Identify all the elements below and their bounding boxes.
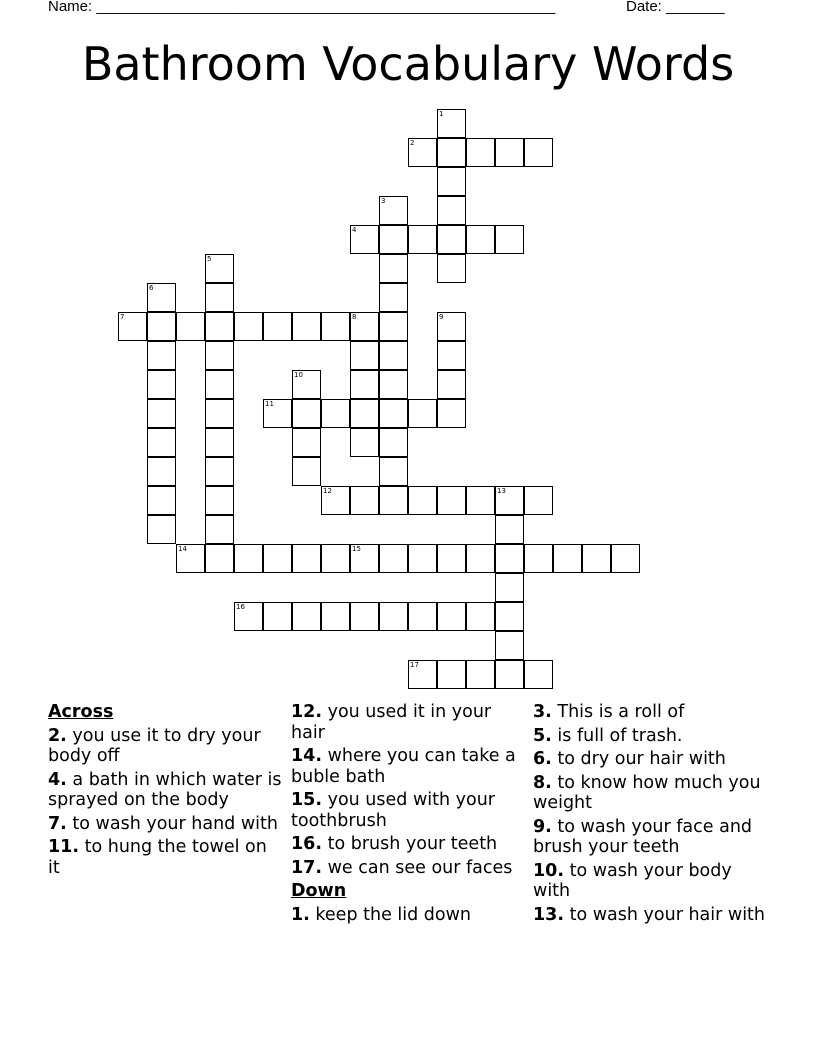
grid-cell[interactable]: [321, 399, 350, 428]
grid-cell[interactable]: [379, 312, 408, 341]
grid-cell[interactable]: [205, 254, 234, 283]
clue-item: [533, 726, 769, 747]
clue-number-label: 15.: [291, 790, 323, 810]
grid-cell[interactable]: [379, 602, 408, 631]
grid-cell[interactable]: [118, 312, 147, 341]
clue-number: 2: [410, 139, 415, 147]
grid-cell[interactable]: [466, 602, 495, 631]
down-clue-list-continued: [533, 702, 769, 925]
grid-cell[interactable]: [263, 312, 292, 341]
clue-text: we can see our faces: [327, 857, 513, 878]
grid-cell[interactable]: [234, 544, 263, 573]
clues-column-1: [48, 702, 284, 881]
grid-cell[interactable]: [379, 486, 408, 515]
clues-column-2: [291, 702, 527, 928]
clue-number: 14: [178, 545, 187, 553]
grid-cell[interactable]: [379, 225, 408, 254]
grid-cell[interactable]: [147, 370, 176, 399]
clue-text: where you can take a buble bath: [291, 746, 516, 787]
across-clue-list: [48, 726, 284, 879]
date-field-label[interactable]: Date: _______: [626, 0, 725, 15]
grid-cell[interactable]: [495, 602, 524, 631]
grid-cell[interactable]: [205, 486, 234, 515]
grid-cell[interactable]: [524, 486, 553, 515]
grid-cell[interactable]: [582, 544, 611, 573]
grid-cell[interactable]: [292, 399, 321, 428]
clue-number-label: 6.: [533, 749, 552, 769]
grid-cell[interactable]: [437, 486, 466, 515]
clue-item: [533, 817, 769, 858]
clue-text: a bath in which water is sprayed on the body: [48, 769, 282, 810]
grid-cell[interactable]: [466, 486, 495, 515]
clue-number-label: 7.: [48, 813, 67, 834]
clue-number: 6: [149, 284, 154, 292]
grid-cell[interactable]: [437, 109, 466, 138]
grid-cell[interactable]: [205, 399, 234, 428]
grid-cell[interactable]: [611, 544, 640, 573]
clue-item: [48, 814, 284, 835]
grid-cell[interactable]: [292, 428, 321, 457]
grid-cell[interactable]: [350, 428, 379, 457]
clue-number: 4: [352, 226, 357, 234]
grid-cell[interactable]: [495, 486, 524, 515]
grid-cell[interactable]: [292, 544, 321, 573]
grid-cell[interactable]: [263, 399, 292, 428]
clue-item: [533, 905, 769, 926]
grid-cell[interactable]: [292, 602, 321, 631]
clue-number-label: 14.: [291, 746, 323, 766]
clue-number: 3: [381, 197, 386, 205]
grid-cell[interactable]: [437, 399, 466, 428]
grid-cell[interactable]: [176, 312, 205, 341]
grid-cell[interactable]: [350, 602, 379, 631]
clue-number: 11: [265, 400, 274, 408]
clue-text: This is a roll of: [557, 702, 685, 722]
clue-number: 7: [120, 313, 125, 321]
grid-cell[interactable]: [234, 602, 263, 631]
grid-cell[interactable]: [350, 544, 379, 573]
clue-text: keep the lid down: [315, 904, 472, 925]
grid-cell[interactable]: [437, 167, 466, 196]
grid-cell[interactable]: [524, 544, 553, 573]
grid-cell[interactable]: [205, 283, 234, 312]
grid-cell[interactable]: [321, 602, 350, 631]
across-heading: Across: [48, 702, 114, 722]
grid-cell[interactable]: [147, 428, 176, 457]
clue-item: [291, 790, 527, 831]
clue-text: to brush your teeth: [327, 834, 498, 854]
grid-cell[interactable]: [437, 196, 466, 225]
grid-cell[interactable]: [147, 486, 176, 515]
grid-cell[interactable]: [205, 428, 234, 457]
clue-item: [291, 746, 527, 787]
grid-cell[interactable]: [205, 544, 234, 573]
grid-cell[interactable]: [408, 225, 437, 254]
grid-cell[interactable]: [350, 341, 379, 370]
grid-cell[interactable]: [234, 312, 263, 341]
grid-cell[interactable]: [292, 370, 321, 399]
grid-cell[interactable]: [495, 660, 524, 689]
clues-column-3: [533, 702, 769, 928]
grid-cell[interactable]: [379, 254, 408, 283]
clue-number-label: 13.: [533, 904, 565, 925]
clue-number-label: 16.: [291, 834, 323, 854]
clue-number-label: 11.: [48, 837, 80, 857]
grid-cell[interactable]: [495, 225, 524, 254]
grid-cell[interactable]: [379, 370, 408, 399]
clue-number: 17: [410, 661, 419, 669]
grid-cell[interactable]: [437, 341, 466, 370]
grid-cell[interactable]: [437, 225, 466, 254]
grid-cell[interactable]: [495, 631, 524, 660]
grid-cell[interactable]: [321, 486, 350, 515]
clue-item: [48, 837, 284, 878]
clue-text: to wash your face and brush your teeth: [533, 816, 753, 857]
grid-cell[interactable]: [292, 457, 321, 486]
grid-cell[interactable]: [379, 283, 408, 312]
grid-cell[interactable]: [437, 312, 466, 341]
grid-cell[interactable]: [553, 544, 582, 573]
grid-cell[interactable]: [147, 399, 176, 428]
grid-cell[interactable]: [466, 138, 495, 167]
across-clue-list-continued: [291, 702, 527, 878]
clue-number-label: 4.: [48, 769, 67, 790]
grid-cell[interactable]: [408, 138, 437, 167]
clue-item: [291, 702, 527, 743]
down-heading: Down: [291, 881, 347, 901]
grid-cell[interactable]: [437, 138, 466, 167]
grid-cell[interactable]: [176, 544, 205, 573]
clue-item: [533, 773, 769, 814]
grid-cell[interactable]: [379, 399, 408, 428]
clue-number-label: 12.: [291, 702, 323, 722]
clue-number: 10: [294, 371, 303, 379]
clue-text: to know how much you weight: [533, 772, 761, 813]
clue-number-label: 17.: [291, 857, 323, 878]
grid-cell[interactable]: [379, 196, 408, 225]
grid-cell[interactable]: [350, 312, 379, 341]
clue-number: 13: [497, 487, 506, 495]
grid-cell[interactable]: [379, 457, 408, 486]
clue-item: [533, 702, 769, 723]
clue-number-label: 8.: [533, 772, 552, 793]
clue-number: 15: [352, 545, 361, 553]
grid-cell[interactable]: [408, 544, 437, 573]
grid-cell[interactable]: [495, 544, 524, 573]
grid-cell[interactable]: [437, 254, 466, 283]
grid-cell[interactable]: [321, 312, 350, 341]
grid-cell[interactable]: [495, 515, 524, 544]
clue-number: 16: [236, 603, 245, 611]
grid-cell[interactable]: [524, 660, 553, 689]
grid-cell[interactable]: [147, 341, 176, 370]
name-field-label[interactable]: Name: _______________________________________________________: [48, 0, 556, 15]
clue-number-label: 10.: [533, 860, 565, 881]
down-clue-list: [291, 905, 527, 926]
grid-cell[interactable]: [495, 573, 524, 602]
grid-cell[interactable]: [147, 312, 176, 341]
grid-cell[interactable]: [437, 602, 466, 631]
clue-number: 1: [439, 110, 444, 118]
grid-cell[interactable]: [408, 602, 437, 631]
grid-cell[interactable]: [437, 544, 466, 573]
clue-number: 12: [323, 487, 332, 495]
grid-cell[interactable]: [524, 138, 553, 167]
clue-text: is full of trash.: [557, 725, 683, 746]
clue-text: you use it to dry your body off: [48, 725, 261, 766]
grid-cell[interactable]: [205, 457, 234, 486]
clue-item: [291, 834, 527, 855]
grid-cell[interactable]: [205, 312, 234, 341]
clue-text: you used with your toothbrush: [291, 790, 495, 831]
grid-cell[interactable]: [466, 225, 495, 254]
grid-cell[interactable]: [292, 312, 321, 341]
grid-cell[interactable]: [205, 370, 234, 399]
grid-cell[interactable]: [350, 486, 379, 515]
clue-number-label: 5.: [533, 725, 552, 746]
clue-item: [48, 770, 284, 811]
grid-cell[interactable]: [350, 370, 379, 399]
clue-number-label: 2.: [48, 725, 67, 746]
grid-cell[interactable]: [321, 544, 350, 573]
grid-cell[interactable]: [350, 399, 379, 428]
grid-cell[interactable]: [263, 602, 292, 631]
clue-number-label: 1.: [291, 904, 310, 925]
clue-item: [533, 861, 769, 902]
grid-cell[interactable]: [147, 515, 176, 544]
grid-cell[interactable]: [147, 457, 176, 486]
clue-text: to hung the towel on it: [48, 837, 267, 878]
clue-number-label: 3.: [533, 702, 552, 722]
grid-cell[interactable]: [350, 225, 379, 254]
clue-item: [48, 726, 284, 767]
grid-cell[interactable]: [495, 138, 524, 167]
grid-cell[interactable]: [408, 660, 437, 689]
grid-cell[interactable]: [466, 544, 495, 573]
clue-number: 8: [352, 313, 357, 321]
clue-item: [291, 905, 527, 926]
clue-text: you used it in your hair: [291, 702, 492, 743]
grid-cell[interactable]: [379, 341, 408, 370]
clue-number-label: 9.: [533, 816, 552, 837]
clue-item: [291, 858, 527, 879]
grid-cell[interactable]: [408, 486, 437, 515]
grid-cell[interactable]: [205, 341, 234, 370]
grid-cell[interactable]: [466, 660, 495, 689]
grid-cell[interactable]: [205, 515, 234, 544]
clue-number: 5: [207, 255, 212, 263]
clue-text: to wash your hair with: [569, 904, 766, 925]
grid-cell[interactable]: [437, 660, 466, 689]
clue-text: to wash your body with: [533, 860, 732, 901]
clue-item: [533, 749, 769, 770]
grid-cell[interactable]: [263, 544, 292, 573]
grid-cell[interactable]: [379, 428, 408, 457]
clue-number: 9: [439, 313, 444, 321]
grid-cell[interactable]: [379, 544, 408, 573]
clue-text: to wash your hand with: [72, 813, 278, 834]
grid-cell[interactable]: [147, 283, 176, 312]
grid-cell[interactable]: [437, 370, 466, 399]
clue-text: to dry our hair with: [557, 749, 726, 769]
grid-cell[interactable]: [408, 399, 437, 428]
page-title: Bathroom Vocabulary Words: [81, 37, 735, 91]
